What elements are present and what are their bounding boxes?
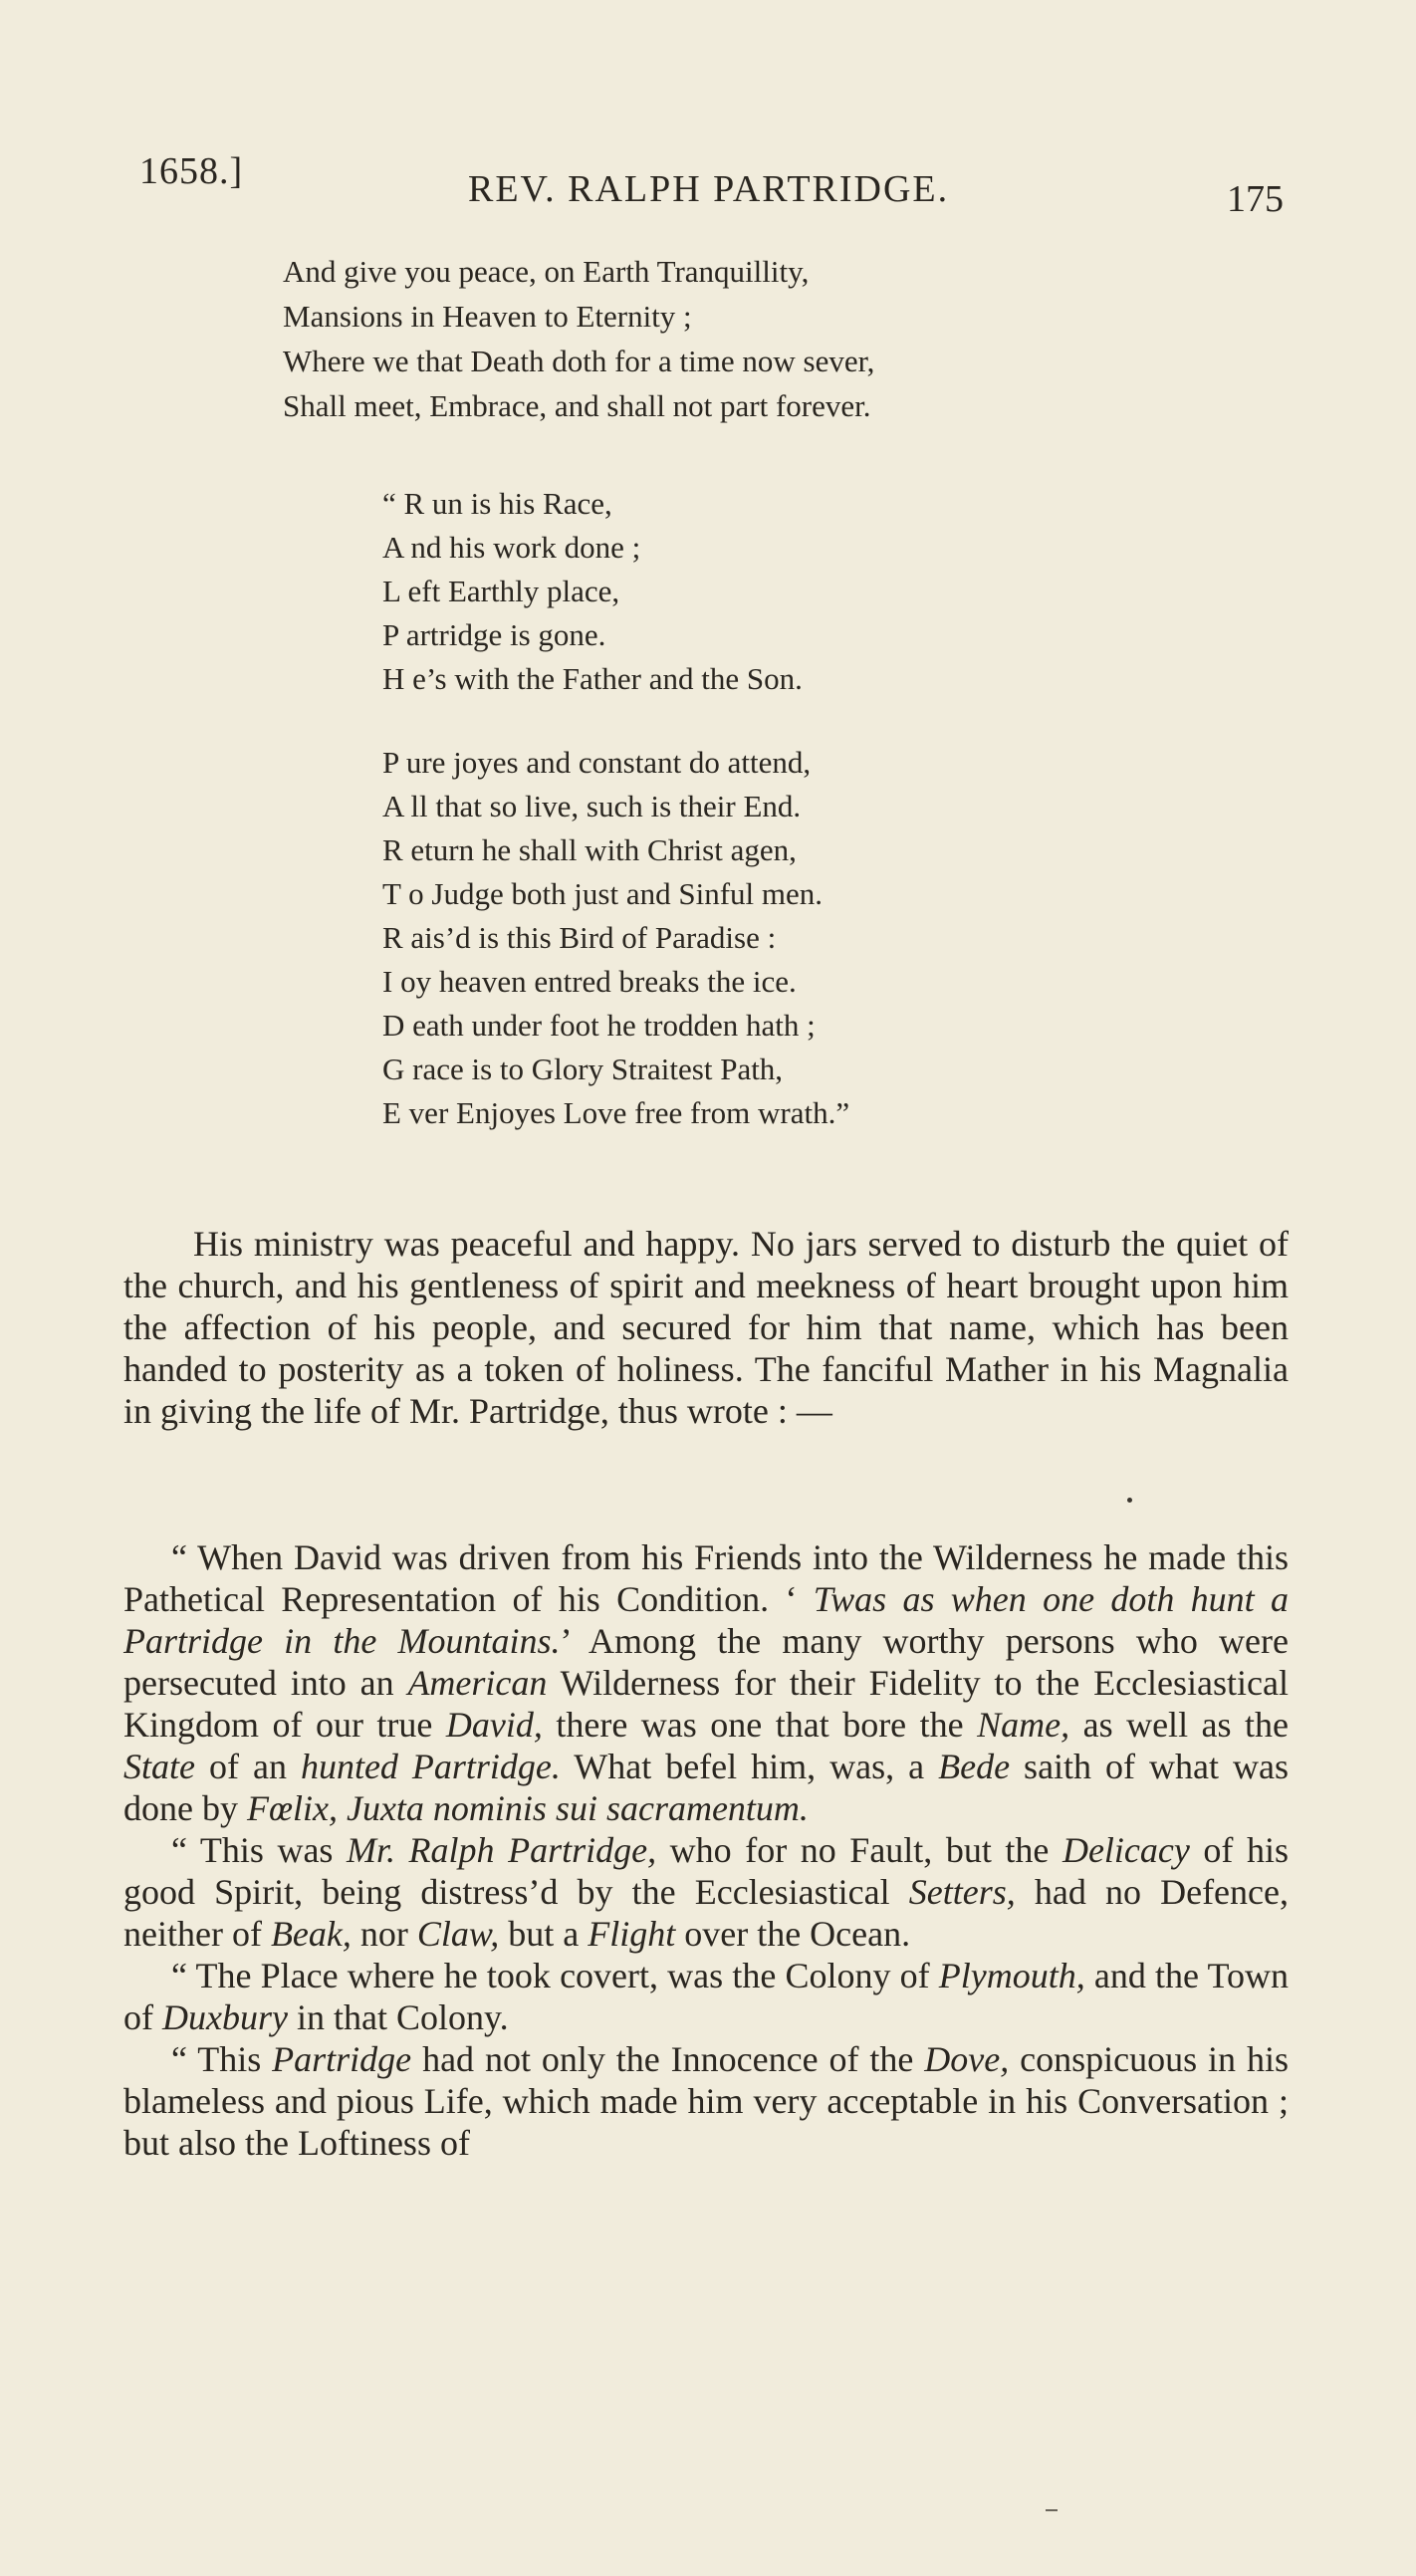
- ministry-paragraph: [123, 1223, 1289, 1432]
- mather-quotation: [123, 1536, 1289, 2164]
- poem-closing-lines: [283, 249, 1079, 428]
- acrostic-line: A nd his work done ;: [382, 530, 641, 565]
- acrostic-line: P ure joyes and constant do attend,: [382, 745, 812, 780]
- acrostic-poem: [382, 482, 1079, 1135]
- acrostic-line: L eft Earthly place,: [382, 574, 620, 608]
- acrostic-line: R eturn he shall with Christ agen,: [382, 832, 797, 867]
- acrostic-line: P artridge is gone.: [382, 617, 606, 652]
- acrostic-line: T o Judge both just and Sinful men.: [382, 876, 824, 911]
- print-speck: [1127, 1498, 1132, 1503]
- quote-paragraph-3: “ The Place where he took covert, was the Colony of Plymouth, and the Town of Duxbury in that Colony.: [123, 1956, 1289, 2037]
- acrostic-line: “ R un is his Race,: [382, 486, 612, 521]
- quote-paragraph-1: “ When David was driven from his Friends into the Wilderness he made this Pathetical Representation of his Condition. ‘ Twas as when one doth hunt a Partridge in the Mountains.’ Among the many worthy persons who were persecuted into an American Wilderness for their Fidelity to the Ecclesiastical Kingdom of our true David, there was one that bore the Name, as well as the State of an hunted Partridge. What befel him, was, a Bede saith of what was done by Fœlix, Juxta nominis sui sacramentum.: [123, 1537, 1290, 1828]
- print-mark: [1046, 2509, 1058, 2511]
- poem-line: Shall meet, Embrace, and shall not part forever.: [283, 388, 871, 423]
- quote-paragraph-2: “ This was Mr. Ralph Partridge, who for no Fault, but the Delicacy of his good Spirit, being distress’d by the Ecclesiastical Setters, had no Defence, neither of Beak, nor Claw, but a Flight over the Ocean.: [123, 1830, 1289, 1954]
- stanza-break: [382, 701, 1079, 741]
- paragraph-text: His ministry was peaceful and happy. No jars served to disturb the quiet of the church, and his gentleness of spirit and meekness of heart brought upon him the affection of his people, and secured for him that name, which has been handed to posterity as a token of holiness. The fanciful Mather in his Magnalia in giving the life of Mr. Partridge, thus wrote : —: [123, 1224, 1289, 1431]
- acrostic-line: H e’s with the Father and the Son.: [382, 661, 803, 696]
- acrostic-line: D eath under foot he trodden hath ;: [382, 1008, 816, 1043]
- acrostic-line: G race is to Glory Straitest Path,: [382, 1052, 784, 1086]
- acrostic-line: R ais’d is this Bird of Paradise :: [382, 920, 777, 955]
- poem-line: Mansions in Heaven to Eternity ;: [283, 299, 692, 334]
- acrostic-line: I oy heaven entred breaks the ice.: [382, 964, 797, 999]
- running-header-title: REV. RALPH PARTRIDGE.: [468, 168, 950, 210]
- poem-line: Where we that Death doth for a time now sever,: [283, 344, 875, 378]
- quote-paragraph-4: “ This Partridge had not only the Innocence of the Dove, conspicuous in his blameless and pious Life, which made him very acceptable in his Conversation ; but also the Loftiness of: [123, 2039, 1289, 2163]
- acrostic-line: E ver Enjoyes Love free from wrath.”: [382, 1095, 850, 1130]
- poem-line: And give you peace, on Earth Tranquillity,: [283, 254, 810, 289]
- running-header-year: 1658.]: [139, 150, 244, 192]
- page-number: 175: [1227, 178, 1284, 220]
- acrostic-line: A ll that so live, such is their End.: [382, 789, 802, 823]
